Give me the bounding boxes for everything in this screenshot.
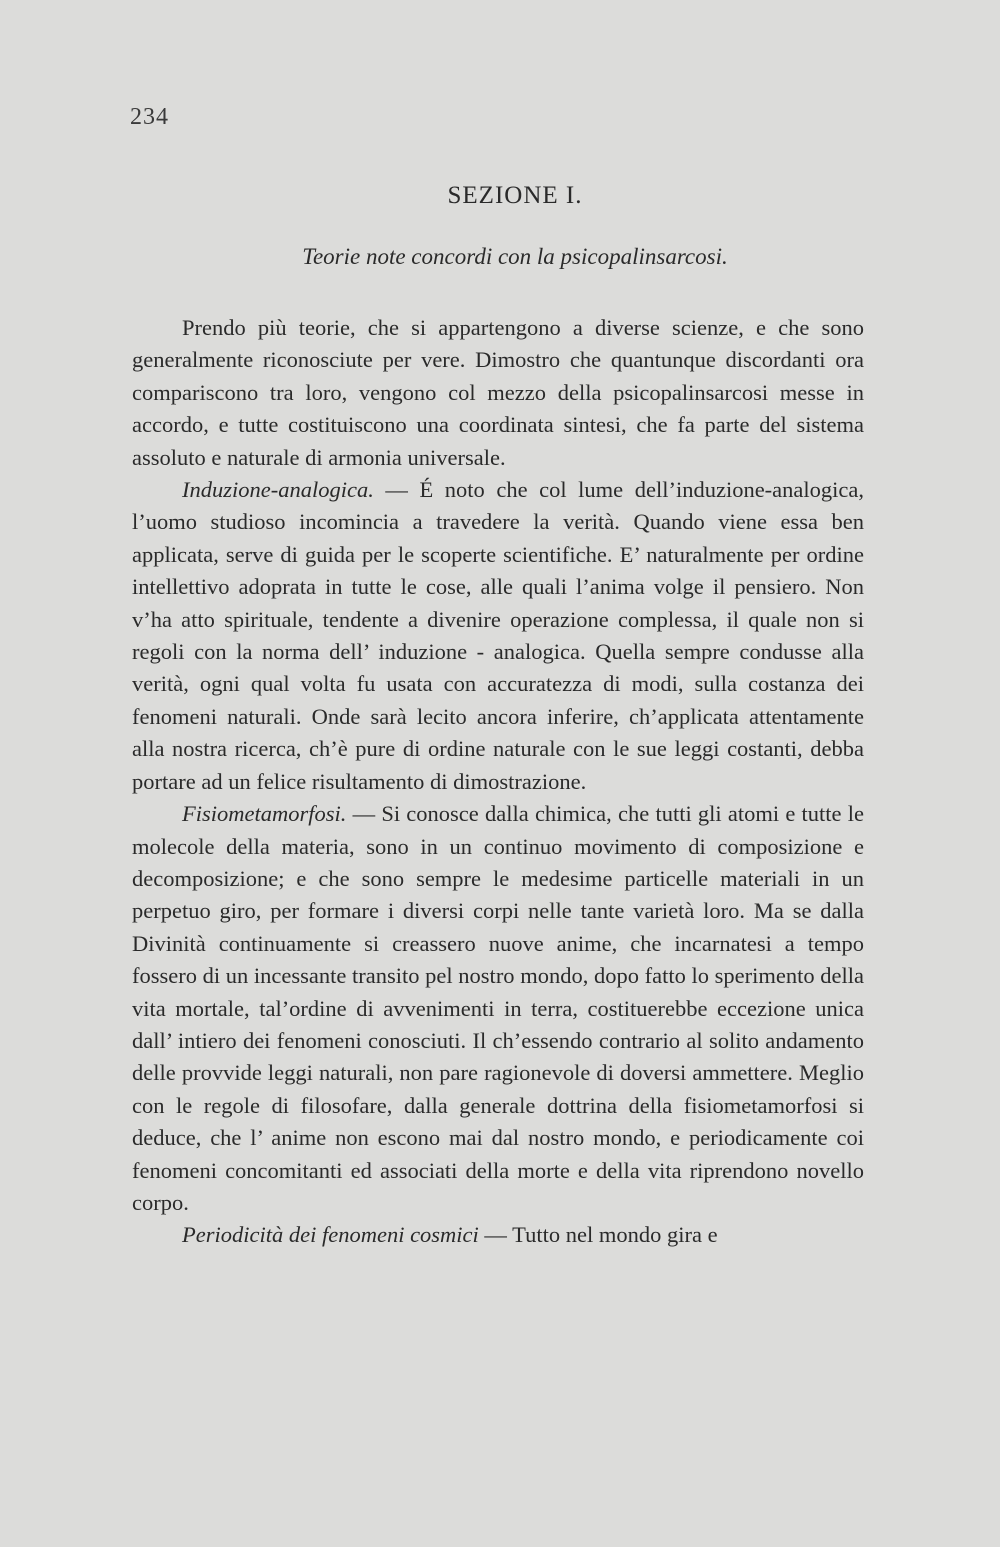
paragraph-text: — É noto che col lume dell’induzione-analogica, l’uomo studioso incomincia a travedere la verità. Quando viene essa ben applicata, serve di guida per le scoperte scientifiche. E’ naturalmente per ordine intellettivo adoprata in tutte le cose, alle quali l’anima volge il pensiero. Non v’ha atto spirituale, tendente a divenire operazione complessa, il quale non si regoli con la norma dell’ induzione - analogica. Quella sempre condusse alla verità, ogni qual volta fu usata con accuratezza di modi, sulla costanza dei fenomeni naturali. Onde sarà lecito ancora inferire, ch’applicata attentamente alla nostra ricerca, ch’è pure di ordine naturale con le sue leggi costanti, debba portare ad un felice risultamento di dimostrazione. (132, 477, 864, 794)
paragraph-lead: Periodicità dei fenomeni cosmici (182, 1222, 479, 1248)
paragraph-lead: Fisiometamorfosi. (182, 801, 347, 827)
section-subtitle: Teorie note concordi con la psicopalinsarcosi. (302, 244, 728, 269)
paragraph (132, 474, 864, 798)
paragraph (132, 798, 864, 1219)
paragraph-text: Prendo più teorie, che si appartengono a diverse scienze, e che sono generalmente riconosciute per vere. Dimostro che quantunque discordanti ora compariscono tra loro, vengono col mezzo della psicopalinsarcosi messe in accordo, e tutte costituiscono una coordinata sintesi, che fa parte del sistema assoluto e naturale di armonia universale. (132, 315, 864, 470)
body-text (132, 312, 864, 1252)
paragraph-text: — Si conosce dalla chimica, che tutti gli atomi e tutte le molecole della materia, sono in un continuo movimento di composizione e decomposizione; e che sono sempre le medesime particelle materiali in un perpetuo giro, per formare i diversi corpi nelle tante varietà loro. Ma se dalla Divinità continuamente si creassero nuove anime, che incarnatesi a tempo fossero di un incessante transito pel nostro mondo, dopo fatto lo sperimento della vita mortale, tal’ordine di avvenimenti in terra, costituerebbe eccezione unica dall’ intiero dei fenomeni conosciuti. Il ch’essendo contrario al solito andamento delle provvide leggi naturali, non pare ragionevole di doversi ammettere. Meglio con le regole di filosofare, dalla generale dottrina della fisiometamorfosi si deduce, che l’ anime non escono mai dal nostro mondo, e periodicamente coi fenomeni concomitanti ed associati della morte e della vita riprendono novello corpo. (132, 801, 864, 1215)
paragraph-text: — Tutto nel mondo gira e (478, 1222, 718, 1248)
paragraph (132, 1219, 864, 1251)
section-heading: SEZIONE I. (447, 182, 583, 209)
paragraph (132, 312, 864, 474)
page-number: 234 (130, 104, 169, 130)
paragraph-lead: Induzione-analogica. (182, 477, 374, 503)
